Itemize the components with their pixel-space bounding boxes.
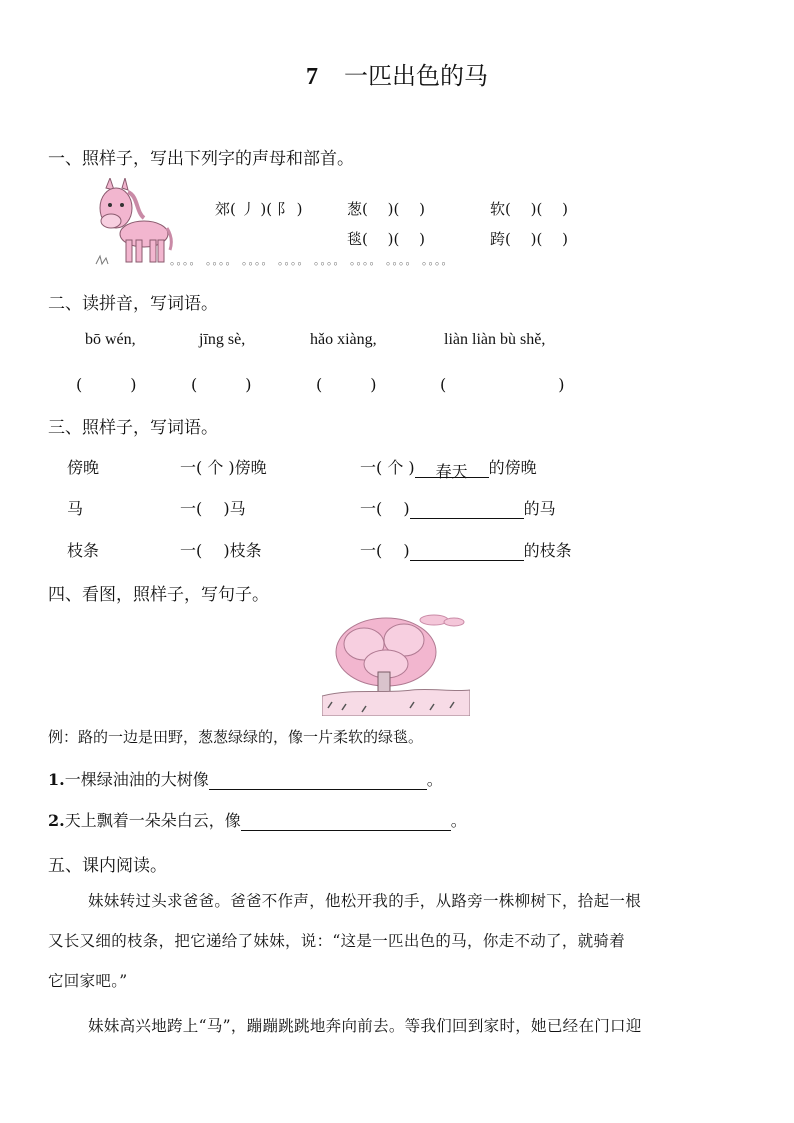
blank-4[interactable]: ( ) [440, 375, 565, 394]
pinyin-3: hǎo xiàng, [310, 331, 377, 348]
phrase-row-2 [360, 496, 556, 519]
reading-line-1: 妹妹转过头求爸爸。爸爸不作声，他松开我的手，从路旁一株柳树下，拾起一根 [88, 892, 642, 910]
phrase-fill[interactable] [410, 542, 524, 561]
q2-prompt: 天上飘着一朵朵白云，像 [64, 811, 241, 830]
word-row-2: 马 [67, 499, 84, 518]
q1-answer-line[interactable] [209, 771, 427, 790]
q1-number: 1. [48, 770, 65, 789]
dotted-ground: 。。。。 。。。。 。。。。 。。。。 。。。。 。。。。 。。。。 。。。。 [170, 254, 454, 267]
sentence-q2 [48, 808, 467, 831]
reading-line-4: 妹妹高兴地跨上“马”，蹦蹦跳跳地奔向前去。等我们回到家时，她已经在门口迎 [88, 1017, 642, 1035]
reading-line-2: 又长又细的枝条，把它递给了妹妹，说：“这是一匹出色的马，你走不动了，就骑着 [48, 932, 626, 950]
section1-example: 郊( 丿 )( 阝 ) [215, 200, 303, 218]
phrase-prefix[interactable]: 一( ) [360, 541, 410, 560]
measure-row-3[interactable]: 一( )枝条 [180, 541, 262, 560]
phrase-suffix: 的马 [523, 499, 556, 518]
reading-line-3: 它回家吧。” [48, 972, 128, 990]
measure-row-2[interactable]: 一( )马 [180, 499, 246, 518]
section1-item-2: 软( )( ) [490, 200, 568, 218]
word-row-1: 傍晚 [67, 458, 100, 477]
q1-end: 。 [426, 770, 443, 789]
section5-heading: 五、课内阅读。 [48, 856, 167, 876]
lesson-number: 7 [306, 64, 318, 90]
lesson-title: 一匹出色的马 [344, 62, 488, 90]
q1-prompt: 一棵绿油油的大树像 [64, 770, 209, 789]
section3-heading: 三、照样子，写词语。 [48, 418, 218, 438]
phrase-prefix[interactable]: 一( ) [360, 499, 410, 518]
section2-heading: 二、读拼音，写词语。 [48, 294, 218, 314]
q2-answer-line[interactable] [241, 812, 451, 831]
horse-illustration [92, 178, 174, 268]
phrase-suffix: 的傍晚 [488, 458, 537, 477]
section1-item-1: 葱( )( ) [347, 200, 425, 218]
measure-row-1: 一( 个 )傍晚 [180, 458, 267, 477]
blank-3[interactable]: ( ) [316, 375, 377, 394]
phrase-row-3 [360, 538, 572, 561]
section1-item-4: 跨( )( ) [490, 230, 568, 248]
sentence-q1 [48, 767, 443, 790]
q2-end: 。 [450, 811, 467, 830]
phrase-prefix: 一( 个 ) [360, 458, 415, 477]
section4-heading: 四、看图，照样子，写句子。 [48, 585, 269, 605]
pinyin-2: jīng sè, [199, 331, 246, 348]
phrase-fill: 春天 [415, 459, 489, 478]
pinyin-1: bō wén, [85, 331, 136, 348]
word-row-3: 枝条 [67, 541, 100, 560]
blank-2[interactable]: ( ) [191, 375, 252, 394]
section4-example: 例：路的一边是田野，葱葱绿绿的，像一片柔软的绿毯。 [48, 728, 424, 746]
tree-illustration [322, 612, 470, 716]
page-title [0, 56, 794, 91]
blank-1[interactable]: ( ) [76, 375, 137, 394]
phrase-suffix: 的枝条 [523, 541, 572, 560]
section1-item-3: 毯( )( ) [347, 230, 425, 248]
phrase-fill[interactable] [410, 500, 524, 519]
pinyin-4: liàn liàn bù shě, [444, 331, 546, 348]
phrase-row-1 [360, 455, 537, 481]
section1-heading: 一、照样子，写出下列字的声母和部首。 [48, 149, 354, 169]
q2-number: 2. [48, 811, 65, 830]
